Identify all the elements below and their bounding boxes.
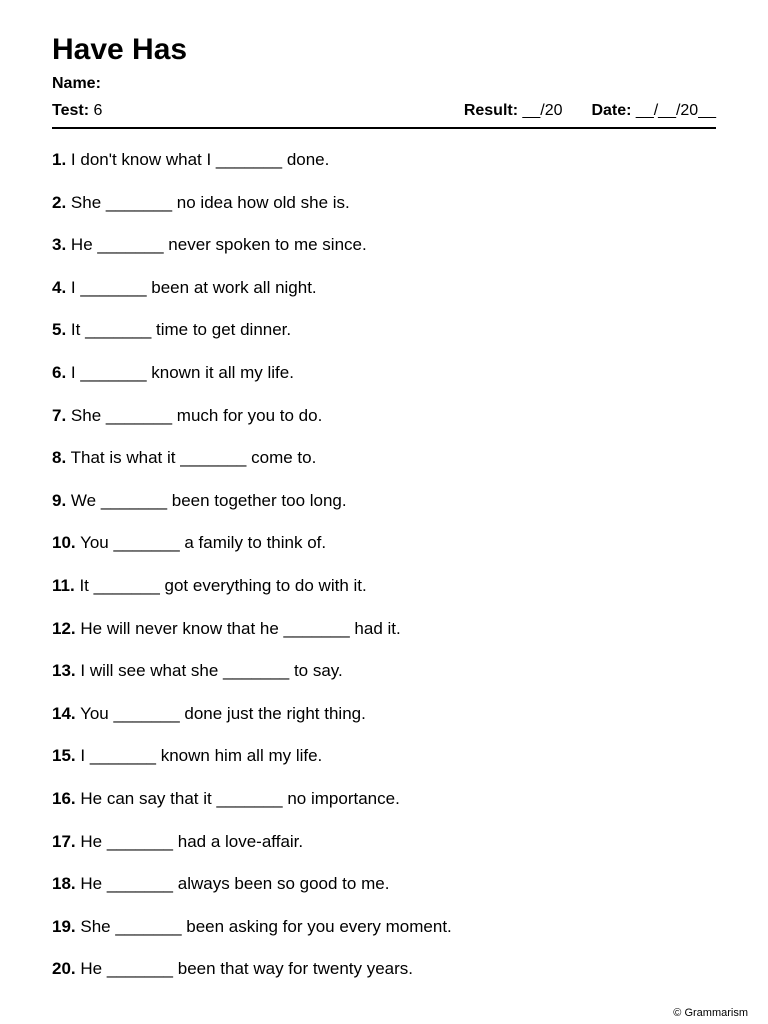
question-text: It _______ time to get dinner.	[70, 320, 292, 340]
test-info	[52, 100, 102, 122]
question-number: 7.	[52, 405, 67, 425]
question-item	[52, 146, 452, 189]
test-label: Test:	[52, 102, 90, 119]
question-text: He can say that it _______ no importance.	[80, 788, 400, 808]
question-number: 15.	[52, 746, 76, 766]
question-text: He _______ been that way for twenty years.	[80, 959, 414, 979]
question-number: 16.	[52, 788, 76, 808]
date-label: Date:	[591, 102, 632, 119]
question-item	[52, 955, 452, 998]
question-number: 20.	[52, 959, 76, 979]
question-text: That is what it _______ come to.	[70, 448, 317, 468]
question-item	[52, 615, 452, 658]
question-text: It _______ got everything to do with it.	[79, 575, 367, 595]
worksheet-title: Have Has	[52, 33, 188, 66]
question-text: We _______ been together too long.	[70, 490, 347, 510]
question-text: I will see what she _______ to say.	[80, 661, 343, 681]
question-text: He will never know that he _______ had it.	[80, 618, 401, 638]
worksheet	[52, 0, 716, 1024]
question-item	[52, 700, 452, 743]
question-text: I _______ been at work all night.	[70, 277, 317, 297]
question-text: She _______ been asking for you every moment.	[80, 916, 452, 936]
question-number: 12.	[52, 618, 76, 638]
question-item	[52, 828, 452, 871]
test-number: 6	[93, 102, 103, 119]
question-text: I don't know what I _______ done.	[70, 150, 330, 169]
question-number: 13.	[52, 661, 76, 681]
result-value: __/20	[522, 102, 563, 119]
question-number: 10.	[52, 533, 76, 553]
question-text: He _______ had a love-affair.	[80, 831, 304, 851]
question-number: 17.	[52, 831, 76, 851]
question-item	[52, 870, 452, 913]
question-text: You _______ a family to think of.	[80, 533, 327, 553]
question-text: He _______ always been so good to me.	[80, 874, 390, 894]
question-number: 9.	[52, 490, 67, 510]
question-text: I _______ known him all my life.	[80, 746, 323, 766]
question-text: I _______ known it all my life.	[70, 362, 294, 382]
question-number: 19.	[52, 916, 76, 936]
question-text: She _______ no idea how old she is.	[70, 192, 350, 212]
question-item	[52, 913, 452, 956]
result-date-info	[464, 100, 716, 122]
question-number: 3.	[52, 235, 67, 255]
question-number: 6.	[52, 362, 67, 382]
question-item	[52, 402, 452, 445]
question-item	[52, 359, 452, 402]
question-item	[52, 487, 452, 530]
question-item	[52, 785, 452, 828]
question-number: 14.	[52, 703, 76, 723]
question-item	[52, 274, 452, 317]
question-item	[52, 572, 452, 615]
question-item	[52, 189, 452, 232]
question-item	[52, 529, 452, 572]
question-number: 5.	[52, 320, 67, 340]
question-number: 18.	[52, 874, 76, 894]
question-item	[52, 231, 452, 274]
question-item	[52, 657, 452, 700]
question-list	[52, 146, 452, 998]
question-item	[52, 316, 452, 359]
question-text: You _______ done just the right thing.	[80, 703, 366, 723]
question-number: 2.	[52, 192, 67, 212]
question-number: 11.	[52, 575, 75, 595]
question-text: She _______ much for you to do.	[70, 405, 323, 425]
date-value: __/__/20__	[635, 102, 716, 119]
header-divider	[52, 127, 716, 129]
question-item	[52, 444, 452, 487]
question-text: He _______ never spoken to me since.	[70, 235, 367, 255]
name-label: Name:	[52, 75, 101, 92]
result-label: Result:	[463, 102, 519, 119]
question-number: 4.	[52, 277, 67, 297]
question-number: 1.	[52, 150, 67, 169]
question-item	[52, 742, 452, 785]
copyright-notice: © Grammarism	[673, 1007, 748, 1019]
question-number: 8.	[52, 448, 67, 468]
test-info-row	[52, 100, 716, 122]
